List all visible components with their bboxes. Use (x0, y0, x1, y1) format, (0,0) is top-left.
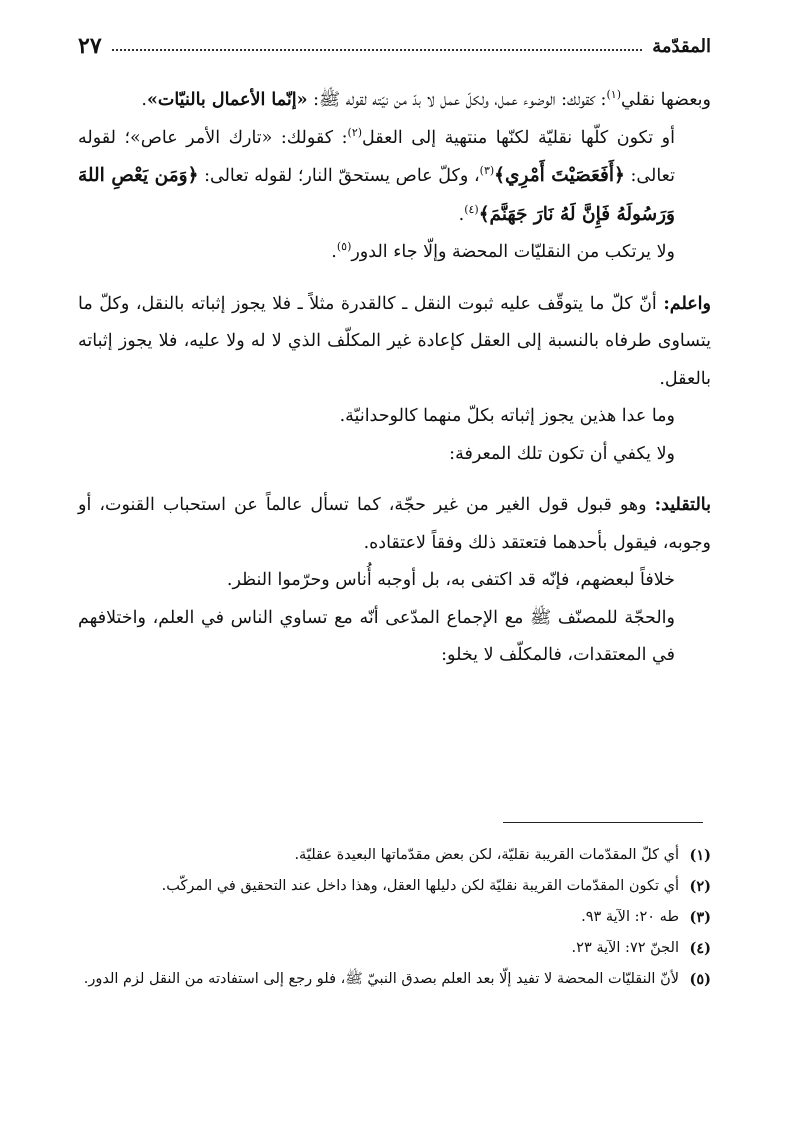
text-run: وهو قبول قول الغير من غير حجّة، كما تسأل عالماً عن استحباب القنوت، أو وجوبه، فيقول بأحدهما فتعتقد ذلك وفقاً لاعتقاده. (78, 495, 711, 553)
footnote-number: (١) (689, 847, 711, 864)
footnote-text: الجنّ ٧٢: الآية ٢٣. (571, 940, 679, 956)
chapter-title: المقدّمة (652, 35, 711, 57)
footnote-ref: (١) (606, 88, 621, 102)
footnote-number: (٥) (689, 971, 711, 988)
text-run: ولا يرتكب من النقليّات المحضة وإلّا جاء الدور (351, 242, 675, 262)
page-number: ٢٧ (78, 33, 102, 59)
hadith-quote: «إنّما الأعمال بالنيّات» (146, 90, 308, 110)
text-run: أو تكون كلّها نقليّة لكنّها منتهية إلى العقل (362, 127, 675, 148)
running-header (78, 28, 711, 64)
footnote-separator (503, 822, 703, 823)
footnote-ref: (٢) (347, 125, 363, 139)
footnote-item (78, 840, 711, 871)
text-run: : كقولك: «تارك الأمر عاص»؛ لقوله تعالى: (78, 127, 675, 186)
footnote-text: طه ٢٠: الآية ٩٣. (581, 909, 679, 925)
footnote-number: (٣) (689, 909, 711, 926)
paragraph-2 (78, 120, 711, 235)
paragraph-7 (78, 487, 711, 562)
footnote-item (78, 964, 711, 995)
footnote-number: (٤) (689, 940, 711, 957)
paragraph-1 (78, 82, 711, 120)
footnote-text: لأنّ النقليّات المحضة لا تفيد إلّا بعد العلم بصدق النبيّ ﷺ، فلو رجع إلى استفادته من النقل لزم الدور. (83, 971, 679, 987)
text-run: وبعضها نقلي (620, 90, 711, 110)
footnote-item (78, 902, 711, 933)
footnote-ref: (٣) (479, 164, 495, 178)
text-run: أنّ كلّ ما يتوقّف عليه ثبوت النقل ـ كالقدرة مثلاً ـ فلا يجوز إثباته بالنقل، وكلّ ما يتساوى طرفاه بالنسبة إلى العقل كإعادة غير المكلّف الذي لا له ولا عليه، فلا يجوز إثباته بالعقل. (78, 293, 711, 389)
paragraph-9: والحجّة للمصنّف ﷺ مع الإجماع المدّعى أنّه مع تساوي الناس في العلم، واختلافهم في المعتقدات، فالمكلّف لا يخلو: (78, 607, 675, 665)
main-text (78, 82, 711, 675)
footnote-text: أي كلّ المقدّمات القريبة نقليّة، لكن بعض مقدّماتها البعيدة عقليّة. (294, 847, 679, 863)
footnotes (78, 840, 711, 995)
text-run: : كقولك: الوضوء عمل، ولكلّ عمل لا بدّ من نيّته لقوله ﷺ: (307, 90, 607, 110)
paragraph-5: وما عدا هذين يجوز إثباته بكلّ منهما كالوحدانيّة. (339, 406, 675, 426)
footnote-number: (٢) (689, 878, 711, 895)
footnote-text: أي تكون المقدّمات القريبة نقليّة لكن دليلها العقل، وهذا داخل عند التحقيق في المركّب. (161, 878, 679, 894)
footnote-item (78, 933, 711, 964)
paragraph-3 (78, 234, 711, 272)
dotted-leader (112, 49, 643, 51)
paragraph-4 (78, 286, 711, 399)
footnote-ref: (٤) (464, 202, 479, 216)
lead-term: بالتقليد: (654, 495, 711, 515)
text-run: . (141, 90, 147, 110)
text-run: ، وكلّ عاص يستحقّ النار؛ لقوله تعالى: (198, 166, 480, 186)
footnote-item (78, 871, 711, 902)
text-run: . (331, 242, 337, 262)
paragraph-8: خلافاً لبعضهم، فإنّه قد اكتفى به، بل أوجبه أُناس وحرّموا النظر. (226, 570, 675, 590)
quran-verse: ﴿وَمَن يَعْصِ اللهَ وَرَسُولَهُ فَإِنَّ لَهُ نَارَ جَهَنَّمَ﴾ (78, 165, 675, 225)
quran-verse: ﴿أَفَعَصَيْتَ أَمْرِي﴾ (494, 165, 625, 186)
text-run: . (458, 204, 465, 225)
lead-term: واعلم: (663, 293, 711, 314)
paragraph-6: ولا يكفي أن تكون تلك المعرفة: (449, 443, 675, 464)
footnote-ref: (٥) (336, 240, 352, 254)
